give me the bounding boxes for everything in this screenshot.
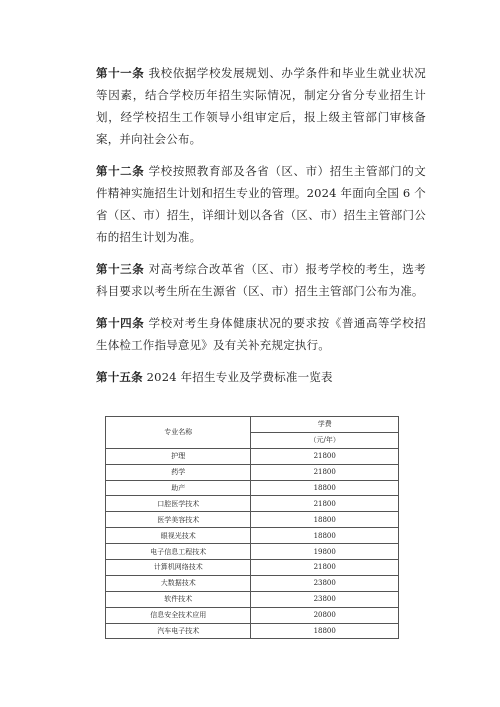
article-14 [96, 312, 426, 356]
table-row [106, 480, 399, 496]
major-fee: 18800 [251, 528, 399, 544]
header-fee-unit: （元/年） [251, 432, 399, 448]
table-row [106, 607, 399, 623]
major-name: 护理 [106, 448, 251, 464]
article-text: 学校对考生身体健康状况的要求按《普通高等学校招生体检工作指导意见》及有关补充规定执行。 [96, 316, 426, 352]
major-fee: 21800 [251, 464, 399, 480]
article-number: 第十一条 [96, 66, 145, 80]
table-row [106, 591, 399, 607]
article-text: 2024 年招生专业及学费标准一览表 [142, 370, 333, 384]
article-number: 第十五条 [96, 370, 143, 384]
fee-table [105, 416, 399, 639]
major-name: 药学 [106, 464, 251, 480]
major-fee: 20800 [251, 607, 399, 623]
major-fee: 23800 [251, 591, 399, 607]
articles-block [96, 62, 426, 398]
table-row [106, 560, 399, 576]
major-fee: 21800 [251, 448, 399, 464]
major-name: 电子信息工程技术 [106, 544, 251, 560]
article-13 [96, 258, 426, 302]
table-row [106, 496, 399, 512]
table-row [106, 448, 399, 464]
table-row [106, 623, 399, 639]
major-fee: 18800 [251, 480, 399, 496]
table-row [106, 464, 399, 480]
major-fee: 18800 [251, 623, 399, 639]
major-name: 医学美容技术 [106, 512, 251, 528]
major-name: 口腔医学技术 [106, 496, 251, 512]
major-fee: 21800 [251, 560, 399, 576]
article-number: 第十三条 [96, 262, 145, 276]
table-row [106, 544, 399, 560]
table-row [106, 528, 399, 544]
major-name: 软件技术 [106, 591, 251, 607]
major-name: 计算机网络技术 [106, 560, 251, 576]
header-major-name: 专业名称 [106, 417, 251, 449]
major-name: 眼视光技术 [106, 528, 251, 544]
table-header-row [106, 417, 399, 433]
major-fee: 19800 [251, 544, 399, 560]
article-number: 第十四条 [96, 316, 145, 330]
major-name: 大数据技术 [106, 575, 251, 591]
major-name: 助产 [106, 480, 251, 496]
table-row [106, 575, 399, 591]
article-12 [96, 160, 426, 248]
article-text: 对高考综合改革省（区、市）报考学校的考生，选考科目要求以考生所在生源省（区、市）招生主管部门公布为准。 [96, 262, 426, 298]
article-text: 学校按照教育部及各省（区、市）招生主管部门的文件精神实施招生计划和招生专业的管理。2024 年面向全国 6 个省（区、市）招生，详细计划以各省（区、市）招生主管部门公布的招生计划为准。 [96, 164, 426, 244]
major-fee: 18800 [251, 512, 399, 528]
header-fee: 学费 [251, 417, 399, 433]
article-11 [96, 62, 426, 150]
article-text: 我校依据学校发展规划、办学条件和毕业生就业状况等因素，结合学校历年招生实际情况，制定分省分专业招生计划，经学校招生工作领导小组审定后，报上级主管部门审核备案，并向社会公布。 [96, 66, 426, 146]
table-row [106, 512, 399, 528]
major-fee: 21800 [251, 496, 399, 512]
major-fee: 23800 [251, 575, 399, 591]
major-name: 信息安全技术应用 [106, 607, 251, 623]
article-15 [96, 366, 426, 388]
article-number: 第十二条 [96, 164, 145, 178]
major-name: 汽车电子技术 [106, 623, 251, 639]
